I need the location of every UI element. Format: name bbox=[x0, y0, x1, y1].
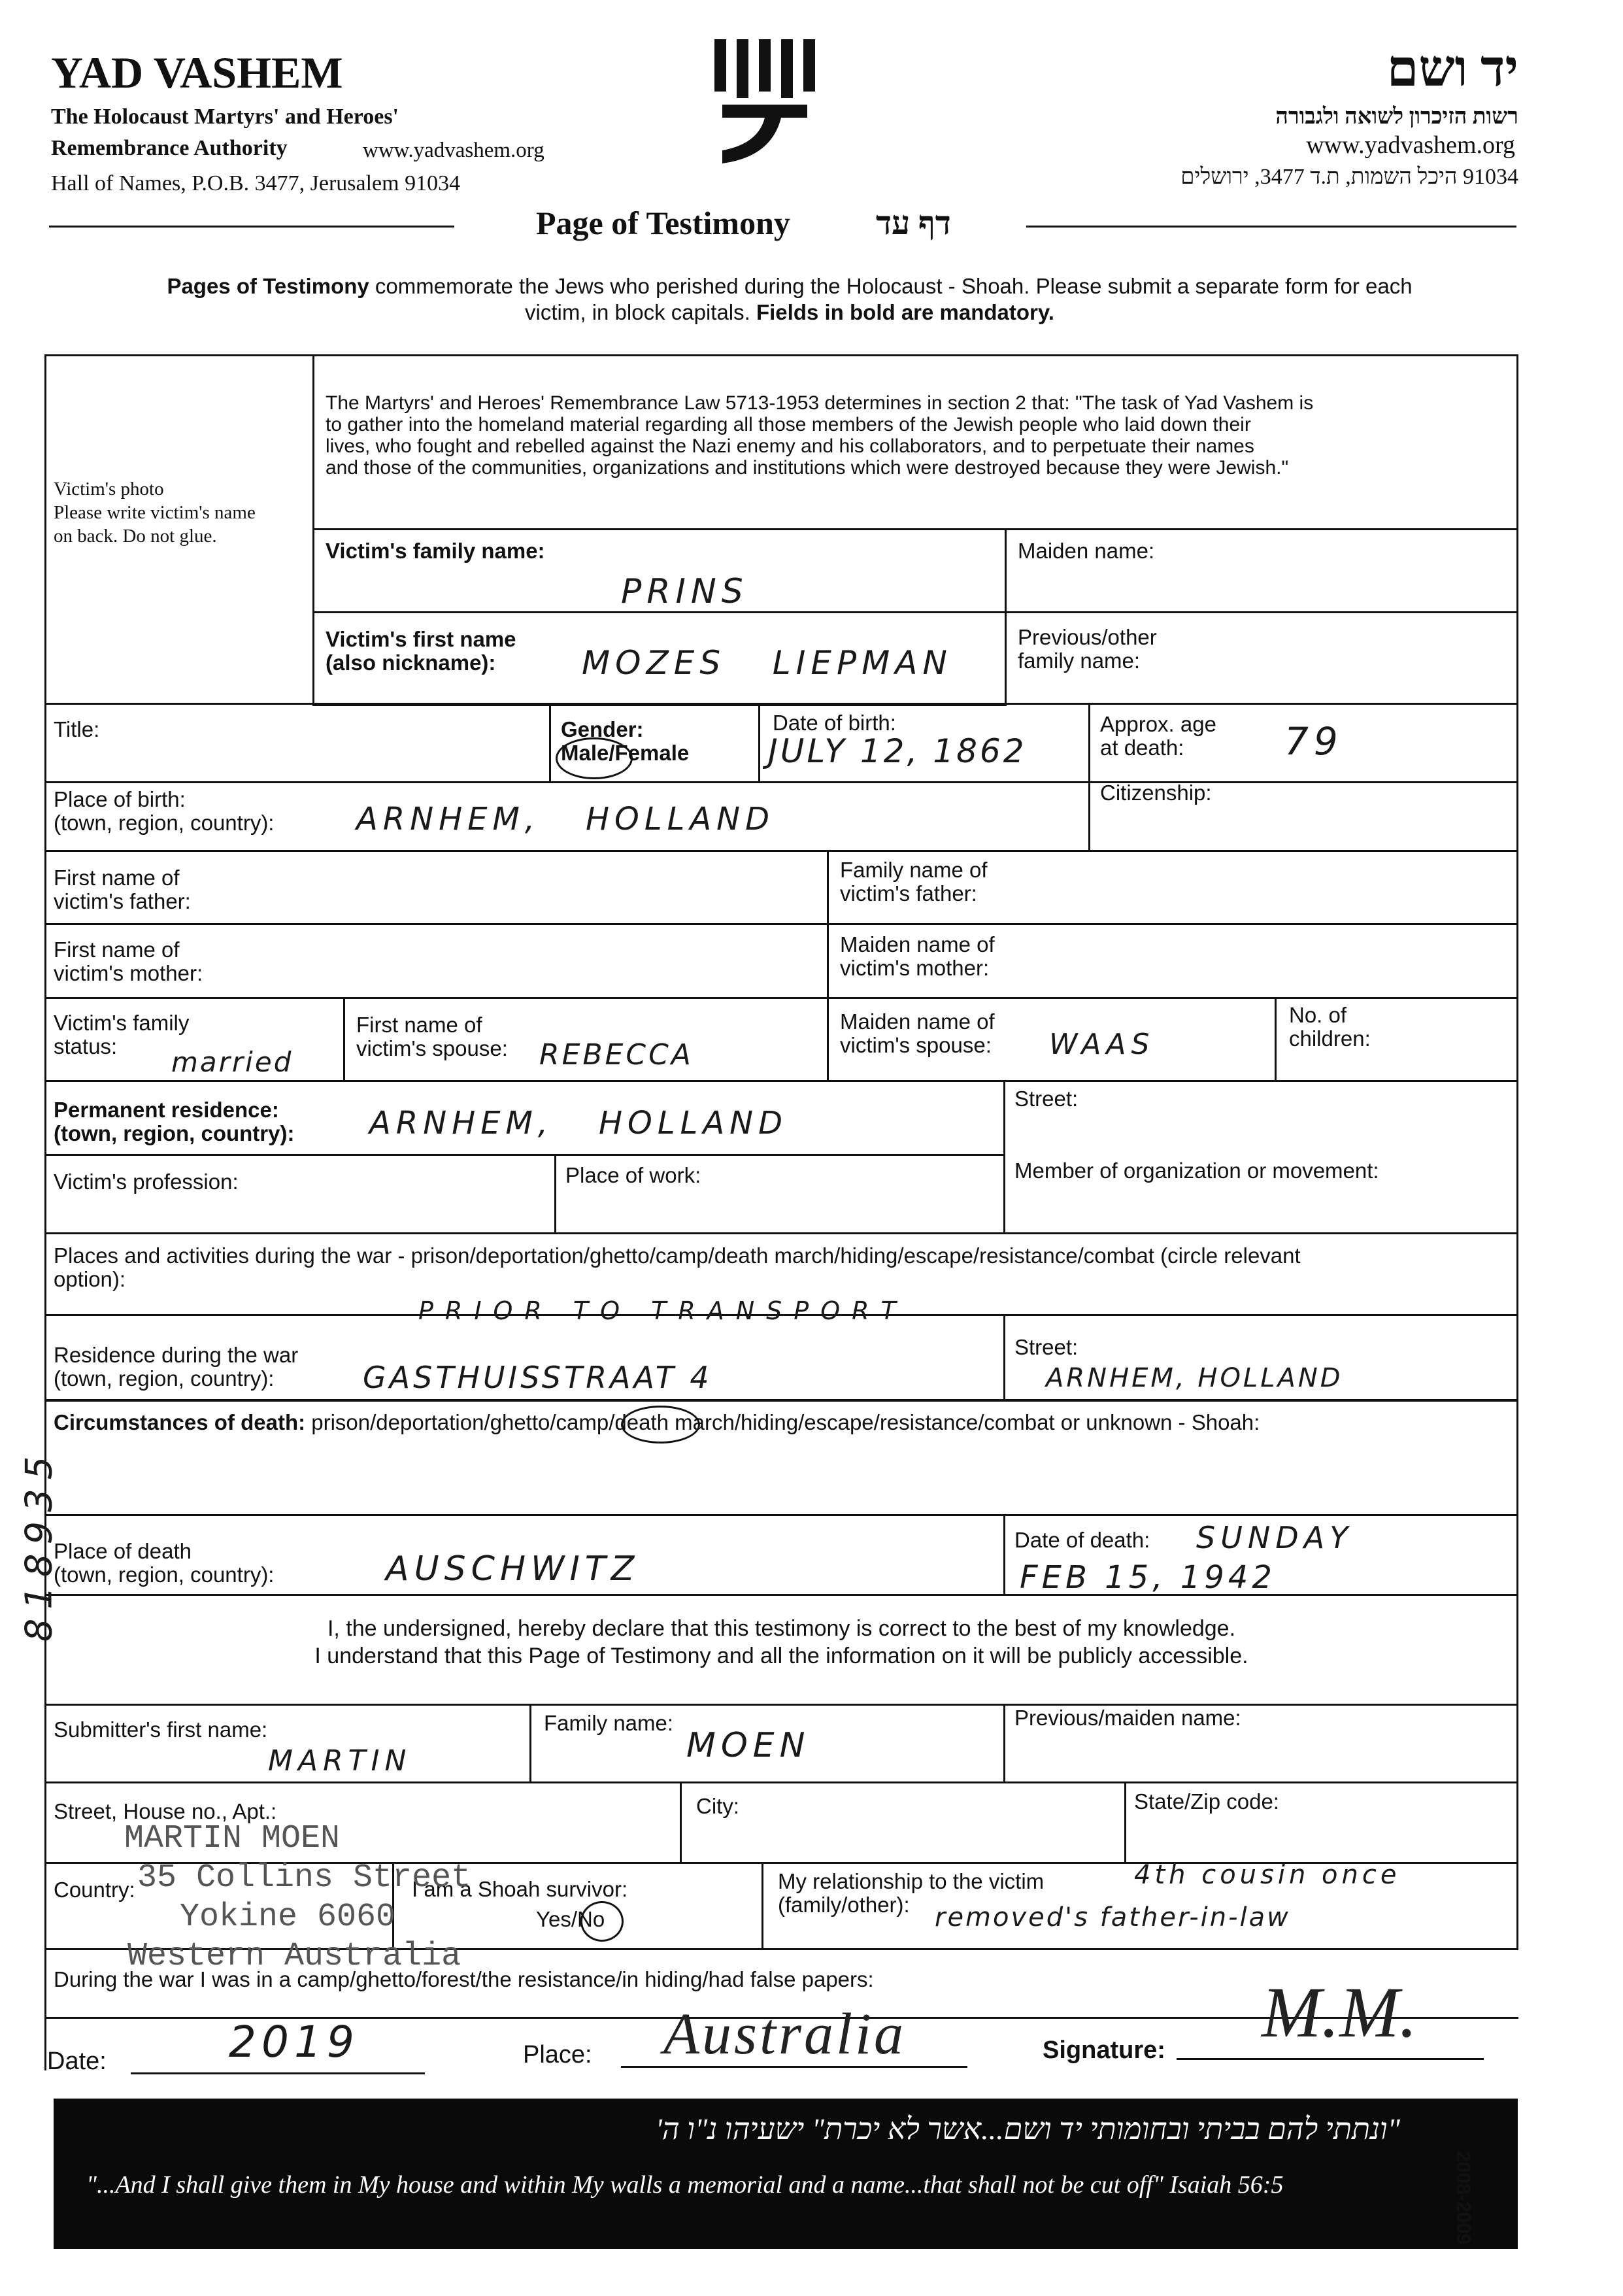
intro-mandatory: Fields in bold are mandatory. bbox=[756, 300, 1054, 324]
camp-circle bbox=[621, 1406, 700, 1443]
maiden-name-label: Maiden name: bbox=[1018, 539, 1155, 563]
children-label-1: No. of bbox=[1289, 1003, 1347, 1027]
first-name-label bbox=[326, 628, 516, 675]
first-name-label-1: Victim's first name bbox=[326, 627, 516, 651]
survivor-no-circle bbox=[580, 1901, 624, 1942]
perm-res-label-1: Permanent residence: bbox=[54, 1098, 279, 1122]
family-name-field[interactable]: PRINS bbox=[621, 572, 748, 611]
gender-options[interactable]: Male/Female bbox=[561, 741, 690, 765]
website-en: www.yadvashem.org bbox=[363, 139, 544, 162]
pob-label bbox=[54, 788, 274, 835]
war-places-label bbox=[54, 1244, 1301, 1291]
perm-residence-label bbox=[54, 1098, 294, 1145]
photo-note-1: Victim's photo bbox=[54, 479, 164, 499]
submitter-city-label: City: bbox=[696, 1794, 739, 1818]
spouse-first-field[interactable]: REBECCA bbox=[539, 1038, 694, 1072]
address-he: 91034 היכל השמות, ת.ד 3477, ירושלים bbox=[1180, 165, 1518, 189]
place-label: Place: bbox=[523, 2041, 592, 2068]
father-family-label-1: Family name of bbox=[840, 858, 988, 882]
citizenship-label: Citizenship: bbox=[1100, 781, 1212, 805]
family-status-label-1: Victim's family bbox=[54, 1011, 190, 1035]
first-name-label-2: (also nickname): bbox=[326, 650, 496, 675]
first-name-field[interactable]: MOZES LIEPMAN bbox=[582, 644, 952, 682]
war-places-note[interactable]: PRIOR TO TRANSPORT bbox=[418, 1296, 908, 1325]
yad-vashem-title-he: יד ושם bbox=[1386, 40, 1518, 97]
relationship-label-1: My relationship to the victim bbox=[778, 1869, 1045, 1893]
perm-res-label-2: (town, region, country): bbox=[54, 1121, 295, 1145]
margin-number: 818935 bbox=[18, 1447, 61, 1642]
survivor-options[interactable]: Yes/No bbox=[536, 1907, 605, 1931]
mother-maiden-label-1: Maiden name of bbox=[840, 932, 995, 956]
relationship-field-1[interactable]: 4th cousin once bbox=[1134, 1860, 1401, 1890]
age-field[interactable]: 79 bbox=[1284, 719, 1343, 764]
law-line-1: The Martyrs' and Heroes' Remembrance Law 5713-1953 determines in section 2 that: "The task of Yad Vashem is bbox=[326, 392, 1314, 414]
member-org-label: Member of organization or movement: bbox=[1014, 1158, 1379, 1183]
footer-banner bbox=[54, 2099, 1518, 2249]
dob-field[interactable]: JULY 12, 1862 bbox=[768, 732, 1027, 770]
yad-vashem-title-en: YAD VASHEM bbox=[51, 48, 343, 97]
submitter-prev-label: Previous/maiden name: bbox=[1014, 1706, 1241, 1730]
father-family-label bbox=[840, 858, 988, 905]
intro-bold: Pages of Testimony bbox=[167, 274, 369, 298]
stamp-street: 35 Collins Street bbox=[137, 1859, 471, 1897]
photo-note-2: Please write victim's name bbox=[54, 502, 256, 523]
signature-field[interactable]: M.M. bbox=[1262, 1972, 1418, 2052]
authority-line-2: Remembrance Authority bbox=[51, 136, 288, 160]
previous-family-label-1: Previous/other bbox=[1018, 625, 1157, 649]
pod-label-2: (town, region, country): bbox=[54, 1562, 275, 1587]
authority-line-1: The Holocaust Martyrs' and Heroes' bbox=[51, 105, 399, 129]
title-label: Title: bbox=[54, 717, 100, 741]
submitter-state-label: State/Zip code: bbox=[1134, 1789, 1279, 1814]
war-res-label-2: (town, region, country): bbox=[54, 1366, 275, 1391]
footer-quote-he: "ונתתי להם בביתי ובחומותי יד ושם...אשר לא יכרת" ישעיהו נ"ו ה' bbox=[655, 2112, 1400, 2146]
war-places-label-2: option): bbox=[54, 1267, 126, 1291]
website-he: www.yadvashem.org bbox=[1306, 131, 1515, 159]
header-rule-right bbox=[1026, 226, 1516, 228]
father-first-label-1: First name of bbox=[54, 866, 180, 890]
mother-first-label-2: victim's mother: bbox=[54, 961, 203, 985]
circumstances-options[interactable]: prison/deportation/ghetto/camp/death march/hiding/escape/resistance/combat or unknown - Shoah: bbox=[305, 1410, 1260, 1434]
children-label-2: children: bbox=[1289, 1026, 1371, 1051]
war-places-label-1: Places and activities during the war - prison/deportation/ghetto/camp/death march/hiding/escape/resistance/combat (circle relevant bbox=[54, 1243, 1301, 1268]
dod-field-2[interactable]: FEB 15, 1942 bbox=[1020, 1559, 1276, 1596]
mother-maiden-label bbox=[840, 933, 995, 980]
family-status-label bbox=[54, 1011, 189, 1058]
age-label bbox=[1100, 713, 1216, 760]
spouse-maiden-label-1: Maiden name of bbox=[840, 1009, 995, 1034]
during-war-label: During the war I was in a camp/ghetto/forest/the resistance/in hiding/had false papers: bbox=[54, 1967, 874, 1991]
law-line-4: and those of the communities, organizations and institutions which were destroyed because they were Jewish." bbox=[326, 457, 1289, 479]
spouse-first-label-2: victim's spouse: bbox=[356, 1036, 508, 1060]
pob-field[interactable]: ARNHEM, HOLLAND bbox=[356, 801, 775, 837]
page-title: Page of Testimony bbox=[536, 205, 790, 241]
spouse-maiden-label bbox=[840, 1010, 995, 1057]
photo-placeholder[interactable] bbox=[54, 477, 302, 548]
gender-male-circle bbox=[556, 737, 633, 779]
mother-first-label-1: First name of bbox=[54, 937, 180, 962]
war-street-field[interactable]: ARNHEM, HOLLAND bbox=[1046, 1363, 1343, 1393]
edition-label: 2008-2009 bbox=[1452, 2151, 1474, 2245]
war-street-label: Street: bbox=[1014, 1335, 1079, 1359]
submitter-street-label: Street, House no., Apt.: bbox=[54, 1799, 277, 1823]
header-rule-left bbox=[49, 226, 454, 228]
yad-vashem-logo-icon bbox=[709, 33, 824, 170]
relationship-label-2: (family/other): bbox=[778, 1893, 910, 1917]
previous-family-name-label bbox=[1018, 626, 1157, 673]
intro-text bbox=[58, 273, 1522, 326]
spouse-first-label bbox=[356, 1013, 508, 1060]
intro-body: commemorate the Jews who perished during the Holocaust - Shoah. Please submit a separate form for each bbox=[369, 274, 1413, 298]
date-field[interactable]: 2019 bbox=[229, 2017, 360, 2067]
age-label-1: Approx. age bbox=[1100, 712, 1216, 736]
address-en: Hall of Names, P.O.B. 3477, Jerusalem 91034 bbox=[51, 171, 461, 195]
page-title-he: דף עד bbox=[876, 205, 951, 241]
submitter-address-stamp bbox=[124, 1821, 340, 1857]
children-label bbox=[1289, 1004, 1371, 1051]
dod-label: Date of death: bbox=[1014, 1528, 1150, 1552]
submitter-family-label: Family name: bbox=[544, 1711, 674, 1735]
perm-residence-field[interactable]: ARNHEM, HOLLAND bbox=[369, 1105, 788, 1141]
circumstances-bold: Circumstances of death: bbox=[54, 1410, 306, 1434]
submitter-first-field[interactable]: MARTIN bbox=[268, 1744, 412, 1778]
authority-he: רשות הזיכרון לשואה ולגבורה bbox=[1275, 105, 1518, 129]
place-field[interactable]: Australia bbox=[663, 2002, 907, 2067]
footer-quote-en: "...And I shall give them in My house and within My walls a memorial and a name...that shall not be cut off" Isaiah 56:5 bbox=[86, 2171, 1284, 2199]
pob-label-2: (town, region, country): bbox=[54, 811, 275, 835]
family-name-label: Victim's family name: bbox=[326, 539, 545, 563]
date-label: Date: bbox=[47, 2048, 107, 2075]
pod-label bbox=[54, 1540, 274, 1587]
relationship-field-2[interactable]: removed's father-in-law bbox=[935, 1902, 1290, 1933]
dod-field-1[interactable]: SUNDAY bbox=[1196, 1520, 1354, 1555]
spouse-first-label-1: First name of bbox=[356, 1013, 482, 1037]
submitter-first-label: Submitter's first name: bbox=[54, 1717, 268, 1742]
intro-body-2: victim, in block capitals. bbox=[525, 300, 756, 324]
stamp-city: Yokine 6060 bbox=[180, 1899, 396, 1936]
survivor-label: I am a Shoah survivor: bbox=[412, 1877, 628, 1901]
gender-label-1: Gender: bbox=[561, 717, 644, 741]
signature-label: Signature: bbox=[1043, 2036, 1165, 2064]
age-label-2: at death: bbox=[1100, 735, 1184, 760]
spouse-maiden-label-2: victim's spouse: bbox=[840, 1033, 992, 1057]
declaration bbox=[44, 1615, 1518, 1670]
stamp-line-1: MARTIN MOEN bbox=[124, 1820, 341, 1857]
profession-label: Victim's profession: bbox=[54, 1170, 239, 1194]
war-res-label-1: Residence during the war bbox=[54, 1343, 299, 1367]
photo-note-3: on back. Do not glue. bbox=[54, 526, 217, 547]
stamp-region: Western Australia bbox=[127, 1938, 461, 1975]
father-first-label bbox=[54, 866, 191, 913]
law-text bbox=[326, 392, 1509, 479]
pob-label-1: Place of birth: bbox=[54, 787, 186, 811]
pod-label-1: Place of death bbox=[54, 1539, 192, 1563]
mother-first-label bbox=[54, 938, 203, 985]
dob-label: Date of birth: bbox=[773, 711, 896, 735]
war-residence-label bbox=[54, 1343, 298, 1391]
father-family-label-2: victim's father: bbox=[840, 881, 977, 905]
family-status-label-2: status: bbox=[54, 1034, 118, 1058]
submitter-family-field[interactable]: MOEN bbox=[686, 1726, 811, 1765]
law-line-2: to gather into the homeland material regarding all those members of the Jewish people who laid down their bbox=[326, 414, 1251, 435]
pod-field[interactable]: AUSCHWITZ bbox=[386, 1549, 640, 1589]
mother-maiden-label-2: victim's mother: bbox=[840, 956, 990, 980]
place-of-work-label: Place of work: bbox=[565, 1163, 701, 1187]
declaration-2: I understand that this Page of Testimony and all the information on it will be publicly accessible. bbox=[314, 1644, 1248, 1668]
family-status-field[interactable]: married bbox=[171, 1046, 293, 1078]
declaration-1: I, the undersigned, hereby declare that this testimony is correct to the best of my knowledge. bbox=[327, 1616, 1236, 1641]
war-residence-field[interactable]: GASTHUISSTRAAT 4 bbox=[363, 1360, 712, 1395]
spouse-maiden-field[interactable]: WAAS bbox=[1049, 1028, 1155, 1061]
street-label: Street: bbox=[1014, 1087, 1079, 1111]
submitter-country-label: Country: bbox=[54, 1878, 135, 1902]
father-first-label-2: victim's father: bbox=[54, 889, 191, 913]
previous-family-label-2: family name: bbox=[1018, 649, 1141, 673]
law-line-3: lives, who fought and rebelled against the Nazi enemy and his collaborators, and to perpetuate their names bbox=[326, 435, 1254, 457]
